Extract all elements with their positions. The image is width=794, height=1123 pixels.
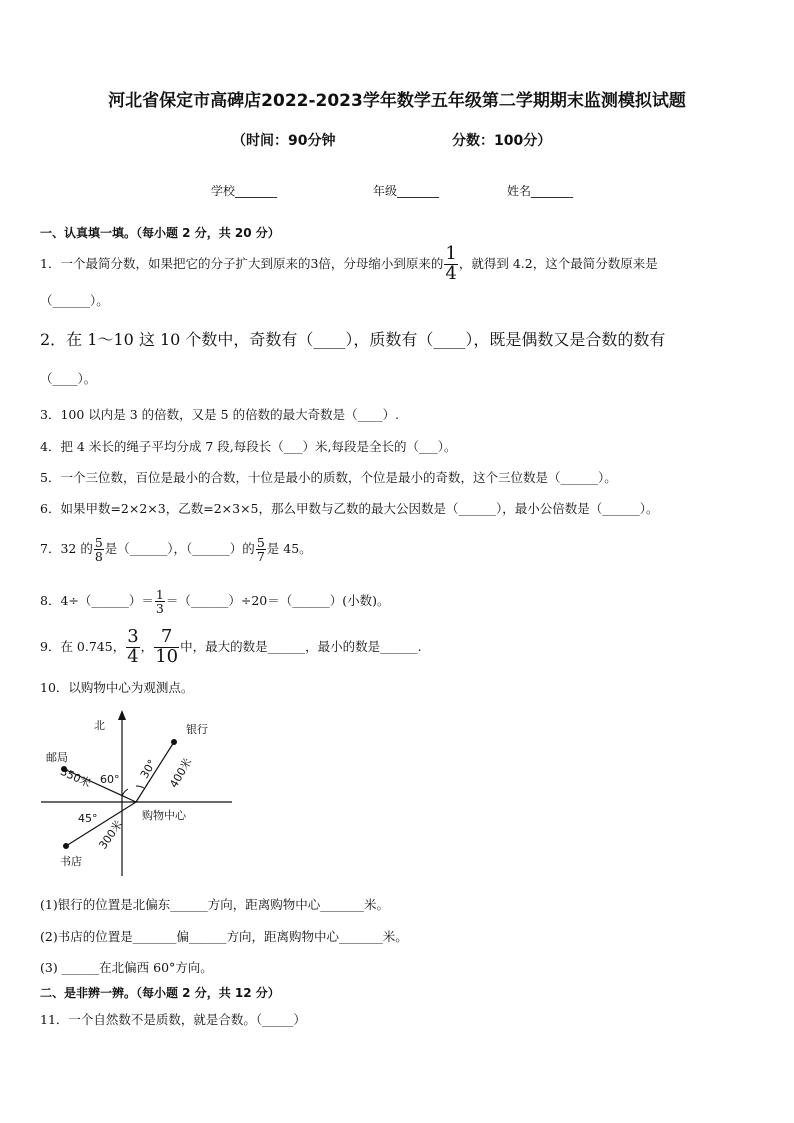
fraction-numerator: 1 xyxy=(155,587,164,602)
fraction-numerator: 3 xyxy=(127,626,139,647)
label-angle-45: 45° xyxy=(78,812,98,825)
grade-field: 年级_______ xyxy=(373,184,440,198)
question-10: 10．以购物中心为观测点。 xyxy=(40,680,194,695)
label-post-office: 邮局 xyxy=(46,751,68,764)
fraction-five-sevenths xyxy=(256,536,266,563)
question-3: 3．100 以内是 3 的倍数，又是 5 的倍数的最大奇数是（____）. xyxy=(40,407,400,422)
question-10-part-1: (1)银行的位置是北偏东______方向，距离购物中心_______米。 xyxy=(40,897,389,912)
north-arrow-icon xyxy=(118,710,126,720)
question-9 xyxy=(40,628,422,667)
question-7-text-b: 是（______），（______）的 xyxy=(104,541,255,557)
question-6: 6．如果甲数=2×2×3，乙数=2×3×5，那么甲数与乙数的最大公因数是（______），最小公倍数是（______）。 xyxy=(40,501,659,516)
question-1 xyxy=(40,245,658,284)
question-8-text-a: 8．4÷（______）＝ xyxy=(40,593,154,609)
fraction-numerator: 5 xyxy=(256,535,265,550)
fraction-one-third xyxy=(155,588,165,615)
angle-arc-60 xyxy=(122,789,128,796)
bank-point xyxy=(171,739,177,745)
exam-time: （时间：90分钟 xyxy=(232,133,336,149)
fraction-denominator: 3 xyxy=(155,601,164,617)
label-mall: 购物中心 xyxy=(142,809,186,822)
question-11: 11．一个自然数不是质数，就是合数。（_____） xyxy=(40,1012,306,1027)
fraction-denominator: 8 xyxy=(94,549,103,565)
label-distance-350: 350米 xyxy=(58,764,93,791)
fraction-denominator: 10 xyxy=(155,645,179,667)
section-1-title: 一、认真填一填。（每小题 2 分，共 20 分） xyxy=(40,226,280,240)
label-distance-300: 300米 xyxy=(96,817,126,852)
section-2-title: 二、是非辨一辨。（每小题 2 分，共 12 分） xyxy=(40,986,280,1000)
fraction-denominator: 4 xyxy=(127,645,139,667)
question-1-text-a: 1．一个最简分数，如果把它的分子扩大到原来的3倍，分母缩小到原来的 xyxy=(40,255,444,271)
question-1-text-b: ，就得到 4.2，这个最简分数原来是 xyxy=(458,255,658,271)
label-distance-400: 400米 xyxy=(167,755,195,791)
school-field: 学校_______ xyxy=(211,184,278,198)
name-field: 姓名_______ xyxy=(507,184,574,198)
separator: ， xyxy=(140,638,154,654)
question-1-line-2: （______）。 xyxy=(40,293,109,308)
label-north: 北 xyxy=(94,719,105,732)
angle-arc-30 xyxy=(136,786,144,788)
question-2-line-2: （____）。 xyxy=(40,371,97,386)
direction-diagram xyxy=(36,706,246,881)
exam-score: 分数：100分） xyxy=(452,133,552,149)
label-angle-60: 60° xyxy=(100,773,120,786)
label-bookstore: 书店 xyxy=(60,855,82,868)
question-7 xyxy=(40,536,312,563)
label-bank: 银行 xyxy=(186,723,208,736)
bookstore-point xyxy=(63,843,69,849)
fraction-denominator: 7 xyxy=(256,549,265,565)
question-7-text-c: 是 45。 xyxy=(266,541,312,557)
question-8 xyxy=(40,588,389,615)
question-10-part-3: (3) ______在北偏西 60°方向。 xyxy=(40,960,213,975)
question-10-part-2: (2)书店的位置是_______偏______方向，距离购物中心_______米。 xyxy=(40,929,408,944)
question-5: 5．一个三位数，百位是最小的合数，十位是最小的质数，个位是最小的奇数，这个三位数是（______）。 xyxy=(40,470,617,485)
fraction-numerator: 5 xyxy=(94,535,103,550)
question-9-text-b: 中，最大的数是______，最小的数是______. xyxy=(180,638,422,654)
question-7-text-a: 7．32 的 xyxy=(40,541,93,557)
label-angle-30: 30° xyxy=(137,757,159,781)
fraction-numerator: 1 xyxy=(445,243,457,264)
question-9-text-a: 9．在 0.745， xyxy=(40,638,126,654)
page-title: 河北省保定市高碑店2022-2023学年数学五年级第二学期期末监测模拟试题 xyxy=(108,91,686,111)
question-4: 4．把 4 米长的绳子平均分成 7 段,每段长（___）米,每段是全长的（___）。 xyxy=(40,439,457,454)
question-8-text-b: ＝（______）÷20＝（______）(小数)。 xyxy=(165,593,390,609)
fraction-five-eighths xyxy=(94,536,104,563)
fraction-denominator: 4 xyxy=(445,262,457,284)
fraction-one-quarter xyxy=(444,245,457,284)
fraction-seven-tenths xyxy=(154,628,179,667)
fraction-three-quarters xyxy=(126,628,139,667)
question-2: 2．在 1～10 这 10 个数中，奇数有（____），质数有（____），既是偶数又是合数的数有 xyxy=(40,330,666,349)
fraction-numerator: 7 xyxy=(154,628,179,648)
